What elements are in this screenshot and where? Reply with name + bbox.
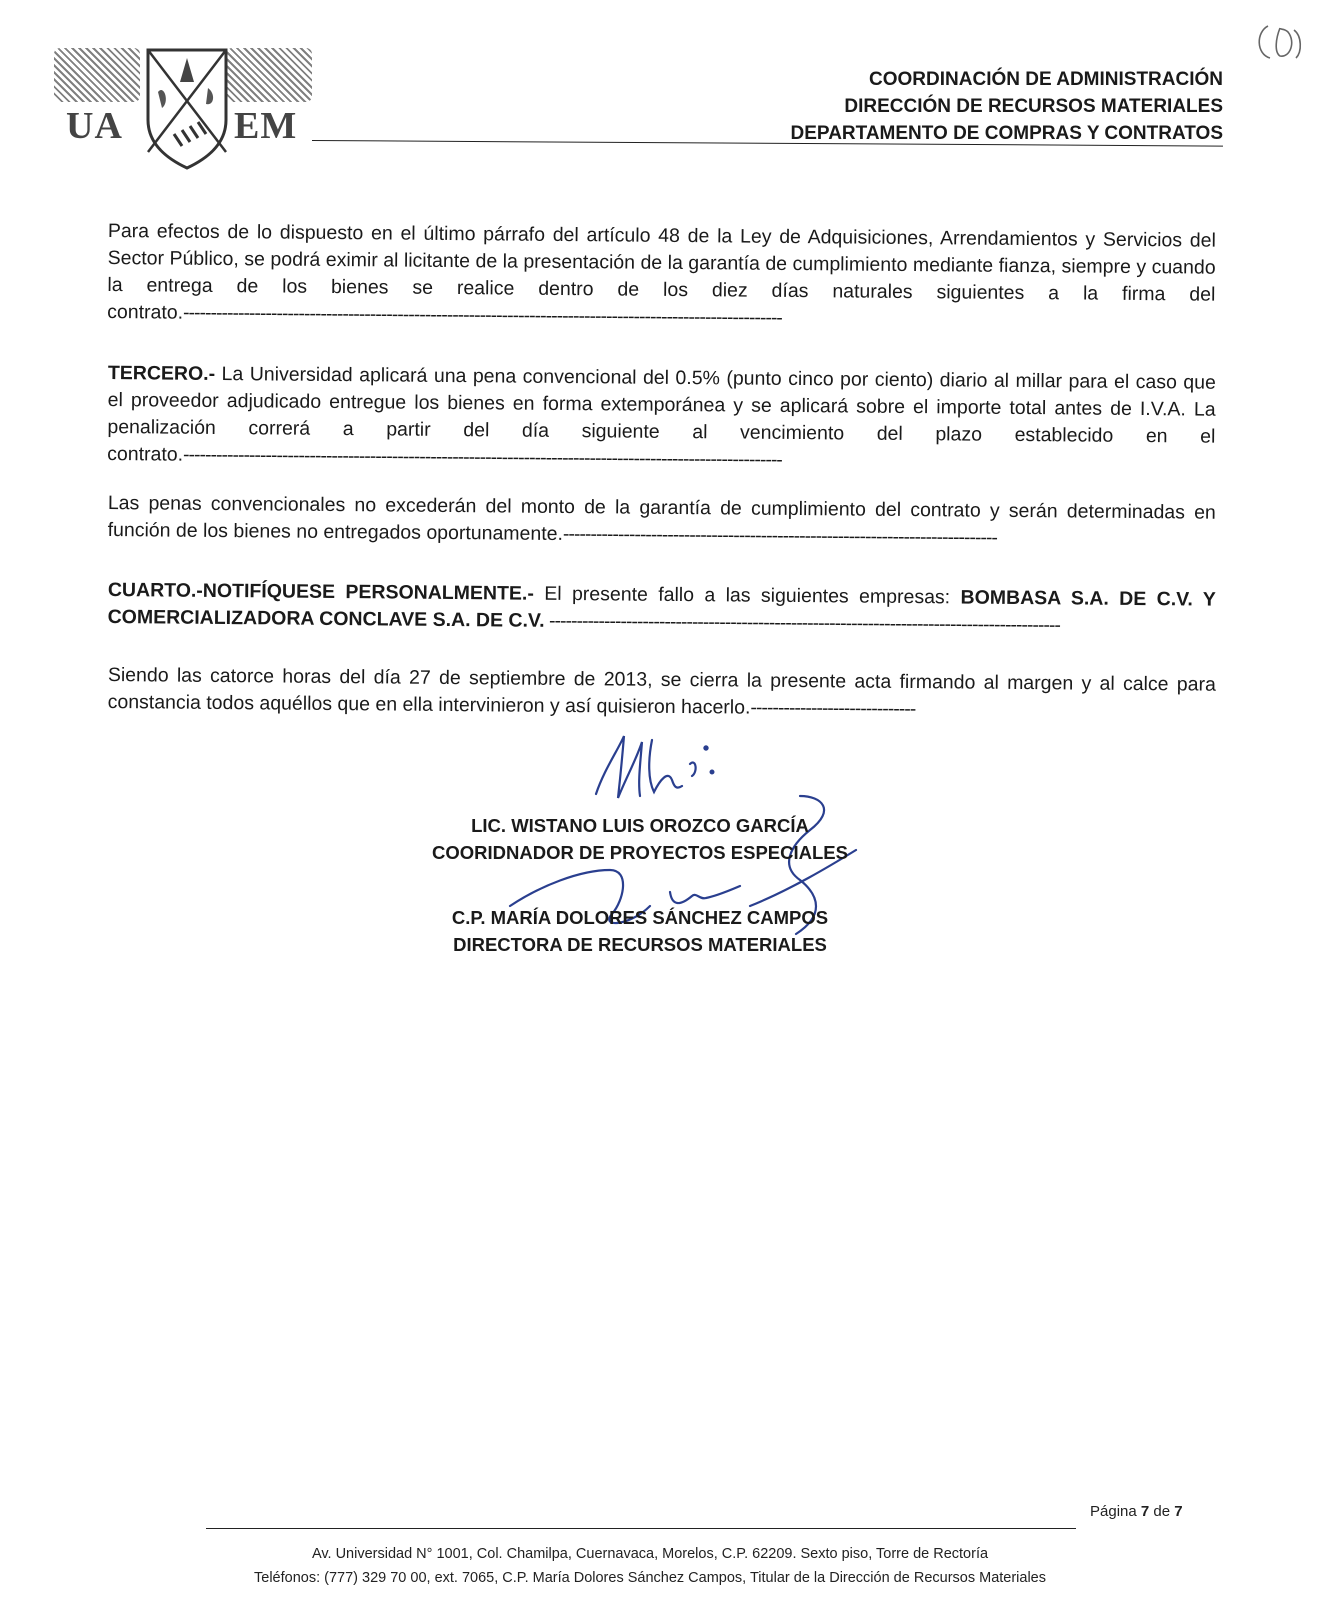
dash-fill: ------------------------------------------------------------------------------- (562, 522, 998, 549)
signature-sanchez (400, 904, 880, 958)
logo-ornament-right (226, 48, 312, 102)
page-current: 7 (1140, 1503, 1150, 1520)
dash-fill: ------------------------------------------------------------------------------------------------------------- (182, 301, 782, 329)
dash-fill: --------------------------------------------------------------------------------------------- (544, 609, 1061, 637)
paragraph-closing (108, 662, 1216, 726)
signer-title: DIRECTORA DE RECURSOS MATERIALES (453, 934, 827, 955)
page-label: Página (1090, 1503, 1137, 1520)
signature-orozco (400, 812, 880, 866)
paragraph-text: Para efectos de lo dispuesto en el último párrafo del artículo 48 de la Ley de Adquisiciones, Arrendamientos y Servicios del Sector Público, se podrá eximir al licitante de la presentación de la garantía de cumplimiento mediante fianza, siempre y cuando la entrega de los bienes se realice dentro de los diez días naturales siguientes a la firma del contrato. (107, 219, 1216, 324)
footer-rule (206, 1528, 1076, 1529)
signer-title: COORIDNADOR DE PROYECTOS ESPECIALES (432, 842, 848, 863)
shield-icon (144, 42, 230, 170)
footer-address: Av. Universidad N° 1001, Col. Chamilpa, Cuernavaca, Morelos, C.P. 62209. Sexto piso, Torre de Rectoría (311, 1546, 989, 1562)
logo-ornament-left (54, 48, 140, 102)
dash-fill: ------------------------------ (750, 696, 916, 721)
document-header (791, 66, 1223, 147)
dash-fill: ------------------------------------------------------------------------------------------------------------- (182, 443, 782, 471)
logo-text-em: EM (234, 105, 298, 147)
header-department: DEPARTAMENTO DE COMPRAS Y CONTRATOS (790, 123, 1223, 144)
paragraph-tercero (107, 360, 1216, 478)
signer-name: C.P. MARÍA DOLORES SÁNCHEZ CAMPOS (451, 907, 829, 928)
page-of: de (1153, 1503, 1171, 1520)
paragraph-text: El presente fallo a las siguientes empresas: (544, 582, 951, 609)
companies: BOMBASA S.A. DE C.V. Y COMERCIALIZADORA CONCLAVE S.A. DE C.V. (107, 586, 1216, 632)
clause-label: CUARTO.-NOTIFÍQUESE PERSONALMENTE.- (107, 578, 534, 605)
paragraph-text: Siendo las catorce horas del día 27 de septiembre de 2013, se cierra la presente acta firmando al margen y al calce para constancia todos aquéllos que en ella intervinieron y así quisieron hacerlo. (107, 663, 1216, 719)
paragraph-cuarto (108, 577, 1216, 641)
handwritten-page-mark (1250, 18, 1310, 64)
page-total: 7 (1174, 1503, 1183, 1520)
page-number (1090, 1503, 1183, 1520)
footer-phones: Teléfonos: (777) 329 70 00, ext. 7065, C.P. María Dolores Sánchez Campos, Titular de la Dirección de Recursos Materiales (254, 1570, 1046, 1586)
clause-label: TERCERO.- (107, 361, 216, 385)
logo-text-ua: UA (66, 105, 123, 147)
header-coordination: COORDINACIÓN DE ADMINISTRACIÓN (869, 69, 1223, 90)
paragraph-penalties (108, 490, 1216, 554)
uaem-logo (48, 40, 310, 172)
header-direction: DIRECCIÓN DE RECURSOS MATERIALES (844, 96, 1223, 117)
paragraph-text: Las penas convencionales no excederán del monto de la garantía de cumplimiento del contrato y serán determinadas en función de los bienes no entregados oportunamente. (107, 491, 1216, 545)
signer-name: LIC. WISTANO LUIS OROZCO GARCÍA (471, 815, 809, 836)
paragraph-text: La Universidad aplicará una pena convencional del 0.5% (punto cinco por ciento) diario al millar para el caso que el proveedor adjudicado entregue los bienes en forma extemporánea y se aplicará sobre el importe total antes de I.V.A. La penalización correrá a partir del día siguiente al vencimiento del plazo establecido en el contrato. (107, 362, 1216, 466)
paragraph-guarantee-exemption (107, 218, 1216, 336)
document-footer (150, 1542, 1150, 1590)
